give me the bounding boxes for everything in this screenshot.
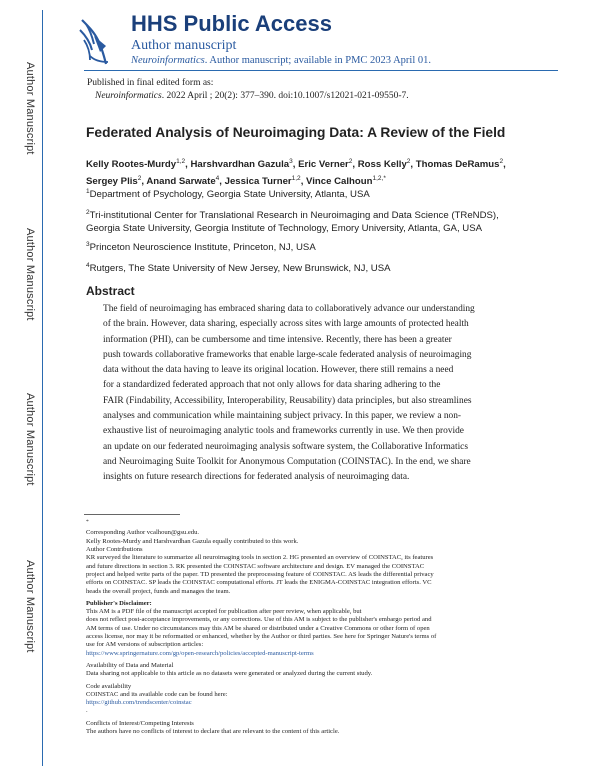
affiliation-text: Department of Psychology, Georgia State University, Atlanta, USA [89,189,370,201]
author-affiliation-sup: 1,2 [291,174,301,182]
affiliation-text: Tri-institutional Center for Translational Research in Neuroimaging and Data Science (TReNDS), Georgia State University, Georgia Institute of Technology, Emory University, Atlanta, GA, USA [86,210,499,234]
abstract-line: insights on future research directions for federated analysis of neuroimaging data. [103,472,410,483]
abstract-line: and Neuroimaging Suite Toolkit for Anonymous Computation (COINSTAC). In the end, we share [103,456,471,467]
publication-info [87,77,409,103]
sidebar-label: Author Manuscript [24,560,36,653]
author-name: Eric Verner [298,159,349,171]
footnote-contrib-line: project and helped write parts of the paper. TD presented the preprocessing feature of COINSTAC. AS leads the differential privacy [86,570,434,578]
disclaimer-line: does not reflect post-acceptance improvements, or any corrections. Use of this AM is subject to the publisher's embargo period and [86,616,432,624]
affiliation-number: 4 [86,262,90,269]
author-separator: , [219,175,225,187]
sidebar-label: Author Manuscript [24,393,36,486]
disclaimer-line: access license, nor may it be reformatted or enhanced, whether by the Author or third parties. See here for Springer Nature's terms of [86,633,437,641]
author-separator: , [410,159,416,171]
publication-journal: Neuroinformatics [95,91,162,101]
footnote-disclaimer [86,600,516,617]
abstract-line: push towards collaborative frameworks that enable large-scale federated analysis of neuroimaging [103,349,472,360]
disclaimer-line-with-link [86,641,516,658]
footnote-divider [84,514,180,515]
abstract-line: data without the data having to leave its original location. However, there still remains a need [103,365,454,376]
author [416,159,506,170]
author-name: Sergey Plis [86,175,138,187]
author-name: Ross Kelly [357,159,407,171]
footnotes [86,518,516,736]
abstract-line: analyses and communication while maintaining subject privacy. In this paper, we review a non- [103,411,462,422]
author-separator: , [185,159,191,171]
publication-label: Published in final edited form as: [87,78,214,88]
author [86,159,190,170]
conflicts-text: The authors have no conflicts of interest to declare that are relevant to the content of this article. [86,728,340,736]
author-separator: , [503,159,506,171]
author-name: Jessica Turner [224,175,292,187]
footnote-contrib-line: efforts on COINSTAC. SP leads the COINSTAC computational efforts. JT leads the ENIGMA-COINSTAC integration efforts. VC [86,579,432,587]
disclaimer-line: use for AM versions of subscription articles: [86,641,204,649]
affiliation [86,207,526,235]
header-journal: Neuroinformatics [131,55,205,66]
author [358,159,416,170]
author-name: Kelly Rootes-Murdy [86,159,177,171]
publication-citation [87,90,409,103]
sidebar-label: Author Manuscript [24,62,36,155]
author [298,159,358,170]
author-affiliation-sup: 2 [137,174,142,182]
abstract-line: exhaustive list of neuroimaging analytic tools and frameworks currently in use. We then provide [103,426,464,437]
footnote-contrib-heading: Author Contributions [86,546,143,554]
header-subtitle: Author manuscript [131,38,237,53]
abstract-line: of the brain. However, data sharing, especially across sites with large amounts of protected health [103,319,469,330]
disclaimer-heading: Publisher's Disclaimer: [86,599,152,607]
header-title: HHS Public Access [131,11,332,36]
author-affiliation-sup: 2 [499,158,504,165]
footnote-contrib-line: heads the overall project, funds and manages the team. [86,587,231,595]
availability-text: Data sharing not applicable to this article as no datasets were generated or analyzed during the current study. [86,670,373,678]
affiliation-number: 3 [86,241,90,248]
paper-title: Federated Analysis of Neuroimaging Data: A Review of the Field [86,125,506,140]
abstract-line: an update on our federated neuroimaging analysis software system, the Collaborative Informatics [103,441,468,452]
affiliation-text: Rutgers, The State University of New Jersey, New Brunswick, NJ, USA [89,263,391,275]
author-separator: , [141,175,147,187]
affiliation [86,260,391,276]
author-affiliation-sup: 4 [215,174,220,182]
abstract-body [103,302,513,486]
author [190,159,298,170]
author-list [86,155,506,188]
author-name: Vince Calhoun [306,175,373,187]
author-affiliation-sup: 1,2,* [372,174,386,182]
publication-details: . 2022 April ; 20(2): 377–390. doi:10.1007/s12021-021-09550-7. [161,91,409,101]
author-affiliation-sup: 2 [406,158,411,165]
author-separator: , [352,159,358,171]
author-separator: , [300,175,307,187]
abstract-line: for a standardized federated approach that not only allows for data sharing adhering to the [103,380,441,391]
disclaimer-line: This AM is a PDF file of the manuscript accepted for publication after peer review, when applicable, but [86,608,362,616]
author-name: Harshvardhan Gazula [190,159,290,171]
abstract-line: information (PHI), can be cumbersome and time intensive. Recently, there has been a greater [103,334,452,345]
affiliation-number: 2 [86,209,90,216]
code-line [86,691,516,716]
affiliation-number: 1 [86,188,90,195]
footnote-contrib-line: and future directions in section 3. RK presented the COINSTAC software architecture and design. EV managed the COINSTAC [86,562,425,570]
header-citation-text: . Author manuscript; available in PMC 2023 April 01. [204,55,432,66]
footnote-corresponding: * Corresponding Author vcalhoun@gsu.edu. [86,518,516,538]
affiliation [86,186,370,202]
abstract-line: The field of neuroimaging has embraced sharing data to collaboratively advance our understanding [103,304,475,314]
code-link[interactable]: https://github.com/trendscenter/coinstac [86,699,192,707]
code-end: . [86,707,88,715]
footnote-equal: Kelly Rootes-Murdy and Harshvardhan Gazula equally contributed to this work. [86,537,299,545]
author-name: Anand Sarwate [146,175,216,187]
sidebar-divider [42,10,43,766]
footnote-contrib-line: KR surveyed the literature to summarize all neuroimaging tools in section 2. HG presented an overview of COINSTAC, its features [86,554,434,562]
sidebar-label: Author Manuscript [24,228,36,321]
header-citation [131,55,431,66]
affiliation [86,239,316,255]
author-affiliation-sup: 1,2 [176,158,186,165]
abstract-heading: Abstract [86,284,135,298]
availability-heading: Availability of Data and Material [86,661,174,669]
author-separator: , [292,159,299,171]
author-affiliation-sup: 2 [348,158,353,165]
author-name: Thomas DeRamus [415,159,500,171]
header-divider [84,70,558,71]
affiliation-text: Princeton Neuroscience Institute, Princeton, NJ, USA [89,242,316,254]
footnote-corresponding-text: Corresponding Author vcalhoun@gsu.edu. [86,529,200,537]
disclaimer-link[interactable]: https://www.springernature.com/gp/open-research/policies/accepted-manuscript-terms [86,649,314,657]
author-affiliation-sup: 3 [289,158,293,165]
disclaimer-line: AM terms of use. Under no circumstances may this AM be shared or distributed under a Creative Commons or other form of open [86,624,430,632]
abstract-line: FAIR (Findability, Accessibility, Interoperability, Reusability) data principles, but also streamlines [103,395,472,406]
sidebar [0,0,42,776]
conflicts-heading: Conflicts of Interest/Competing Interests [86,719,194,727]
code-heading: Code availability [86,682,132,690]
code-text: COINSTAC and its available code can be found here: [86,690,228,698]
hhs-eagle-logo-icon [78,16,110,68]
